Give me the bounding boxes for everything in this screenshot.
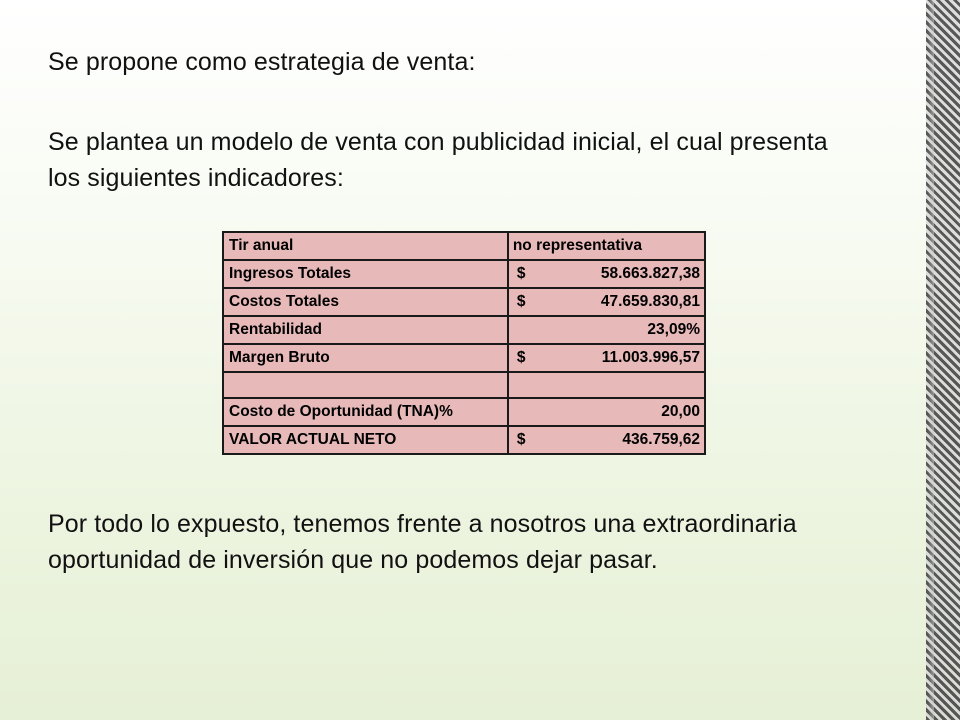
row-label: Rentabilidad <box>223 316 508 344</box>
closing-paragraph: Por todo lo expuesto, tenemos frente a nosotros una extraordinaria oportunidad de inversión que no podemos dejar pasar. <box>48 510 797 574</box>
row-value: 58.663.827,38 <box>600 265 700 282</box>
row-label: VALOR ACTUAL NETO <box>223 426 508 454</box>
row-value: 47.659.830,81 <box>600 293 700 310</box>
table-row <box>223 426 705 454</box>
table-row <box>223 288 705 316</box>
table-row <box>223 260 705 288</box>
row-label: Costo de Oportunidad (TNA)% <box>223 398 508 426</box>
row-value: 20,00 <box>508 398 705 426</box>
table-row <box>223 344 705 372</box>
row-value-cell <box>508 426 705 454</box>
row-value-cell <box>508 288 705 316</box>
row-value-cell <box>508 344 705 372</box>
row-value <box>508 372 705 398</box>
row-label <box>223 372 508 398</box>
currency-symbol: $ <box>516 265 526 282</box>
row-value-cell <box>508 260 705 288</box>
row-value: 23,09% <box>508 316 705 344</box>
intro-paragraph: Se plantea un modelo de venta con publicidad inicial, el cual presenta los siguientes indicadores: <box>48 128 828 192</box>
currency-symbol: $ <box>516 349 526 366</box>
table-row <box>223 232 705 260</box>
table-row <box>223 398 705 426</box>
row-label: Costos Totales <box>223 288 508 316</box>
currency-symbol: $ <box>516 293 526 310</box>
row-value: 436.759,62 <box>622 431 700 448</box>
row-value: no representativa <box>508 232 705 260</box>
indicators-table-wrapper <box>222 231 708 473</box>
row-label: Tir anual <box>223 232 508 260</box>
decorative-edge-shadow <box>928 0 934 720</box>
row-value: 11.003.996,57 <box>601 349 700 366</box>
indicators-table <box>222 231 706 455</box>
table-row <box>223 316 705 344</box>
row-label: Ingresos Totales <box>223 260 508 288</box>
currency-symbol: $ <box>516 431 526 448</box>
row-label: Margen Bruto <box>223 344 508 372</box>
table-row-empty <box>223 372 705 398</box>
slide-heading: Se propone como estrategia de venta: <box>48 48 476 76</box>
